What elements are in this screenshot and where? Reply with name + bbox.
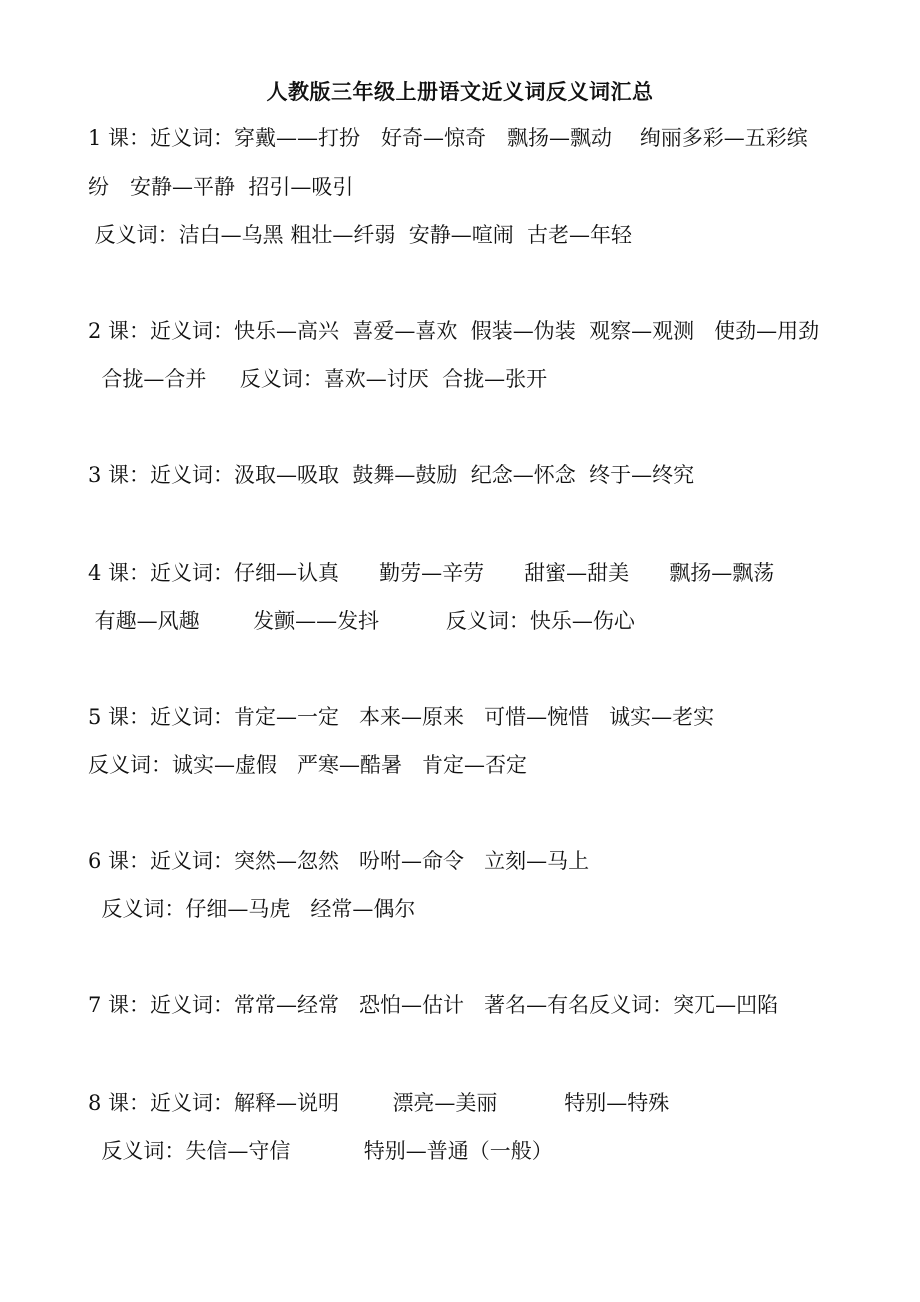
lesson-1-line-3: 反义词：洁白—乌黑 粗壮—纤弱 安静—喧闹 古老—年轻 [88, 223, 633, 247]
lesson-8-line-2: 反义词：失信—守信 特别—普通（一般） [88, 1139, 553, 1163]
lesson-5-line-1: 5 课：近义词：肯定—一定 本来—原来 可惜—惋惜 诚实—老实 [88, 705, 715, 729]
lesson-6-line-1: 6 课：近义词：突然—忽然 吩咐—命令 立刻—马上 [88, 849, 590, 873]
lesson-2-line-2: 合拢—合并 反义词：喜欢—讨厌 合拢—张开 [88, 367, 548, 391]
lesson-1-line-1: 1 课：近义词：穿戴——打扮 好奇—惊奇 飘扬—飘动 绚丽多彩—五彩缤 [88, 126, 808, 150]
lesson-7-line-1: 7 课：近义词：常常—经常 恐怕—估计 著名—有名反义词：突兀—凹陷 [88, 993, 779, 1017]
lesson-2-line-1: 2 课：近义词：快乐—高兴 喜爱—喜欢 假装—伪装 观察—观测 使劲—用劲 [88, 319, 820, 343]
lesson-6-line-2: 反义词：仔细—马虎 经常—偶尔 [88, 897, 416, 921]
lesson-4-line-2: 有趣—风趣 发颤——发抖 反义词：快乐—伤心 [88, 609, 635, 633]
lesson-5-line-2: 反义词：诚实—虚假 严寒—酷暑 肯定—否定 [88, 753, 528, 777]
lesson-8-line-1: 8 课：近义词：解释—说明 漂亮—美丽 特别—特殊 [88, 1091, 670, 1115]
document-title: 人教版三年级上册语文近义词反义词汇总 [266, 79, 654, 104]
lesson-4-line-1: 4 课：近义词：仔细—认真 勤劳—辛劳 甜蜜—甜美 飘扬—飘荡 [88, 561, 775, 585]
lesson-3-line-1: 3 课：近义词：汲取—吸取 鼓舞—鼓励 纪念—怀念 终于—终究 [88, 463, 695, 487]
lesson-1-line-2: 纷 安静—平静 招引—吸引 [88, 175, 354, 199]
